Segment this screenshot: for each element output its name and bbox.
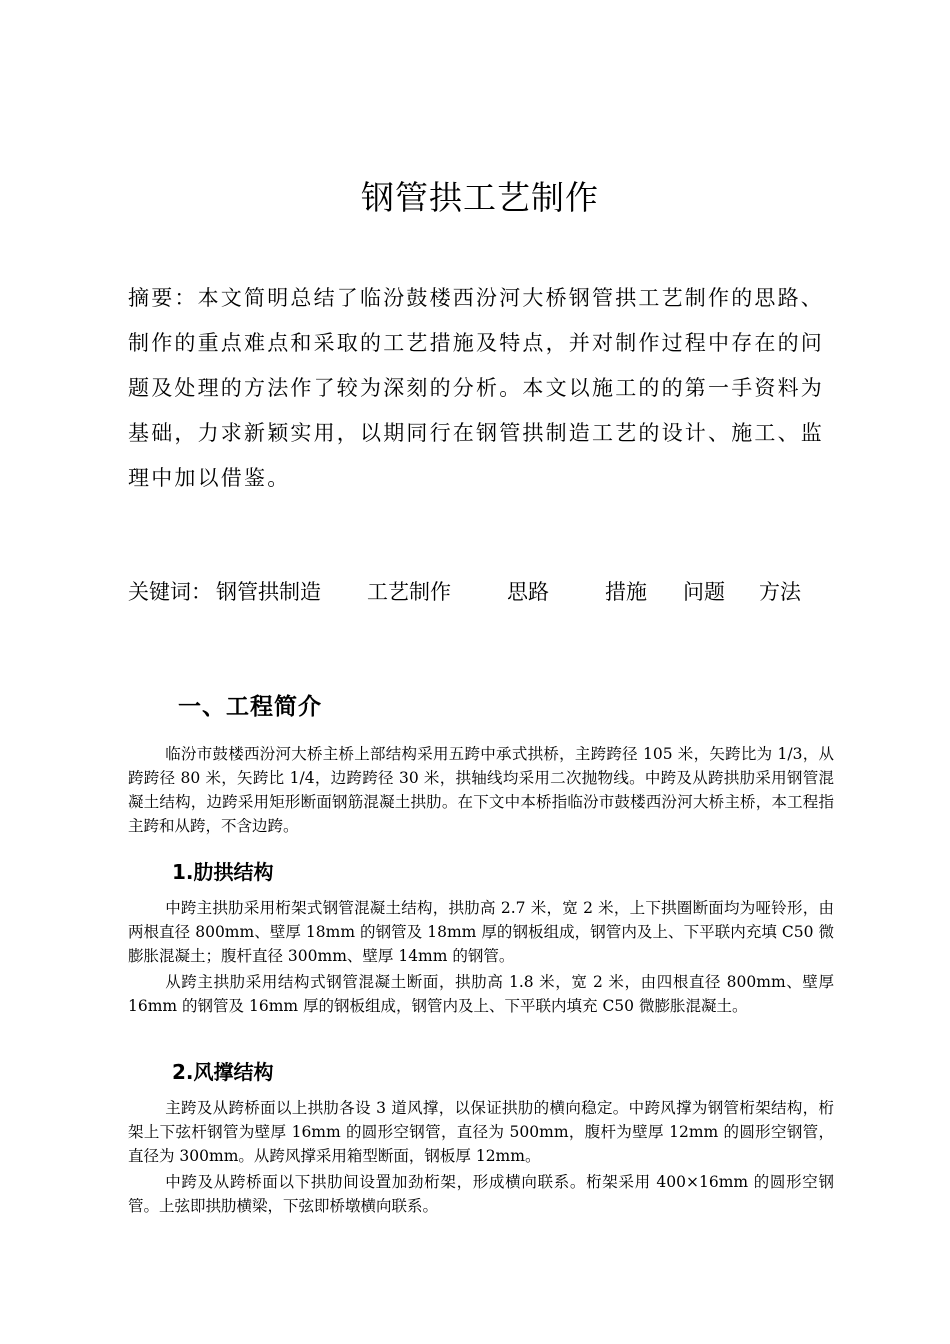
keyword-item: 措施 — [605, 580, 647, 604]
keywords-line — [128, 576, 848, 608]
document-title: 钢管拱工艺制作 — [361, 178, 599, 217]
subsection-heading: 2.风撑结构 — [172, 1060, 274, 1084]
body-paragraph: 从跨主拱肋采用结构式钢管混凝土断面，拱肋高 1.8 米，宽 2 米，由四根直径 800mm、壁厚 16mm 的钢管及 16mm 厚的钢板组成，钢管内及上、下平联内填充 C50 微膨胀混凝土。 — [128, 973, 834, 1015]
keyword-item: 钢管拱制造 — [216, 580, 321, 604]
section-intro-paragraph: 临汾市鼓楼西汾河大桥主桥上部结构采用五跨中承式拱桥，主跨跨径 105 米，矢跨比为 1/3，从跨跨径 80 米，矢跨比 1/4，边跨跨径 30 米，拱轴线均采用二次抛物线。中跨及从跨拱肋采用钢管混凝土结构，边跨采用矩形断面钢筋混凝土拱肋。在下文中本桥指临汾市鼓楼西汾河大桥主桥，本工程指主跨和从跨，不含边跨。 — [128, 745, 834, 835]
keyword-item: 方法 — [759, 580, 801, 604]
keyword-item: 工艺制作 — [367, 580, 451, 604]
keyword-item: 问题 — [683, 580, 725, 604]
subsection-heading: 1.肋拱结构 — [172, 860, 274, 884]
body-paragraph: 中跨及从跨桥面以下拱肋间设置加劲桁架，形成横向联系。桁架采用 400×16mm 的圆形空钢管。上弦即拱肋横梁，下弦即桥墩横向联系。 — [128, 1173, 834, 1215]
abstract-paragraph: 摘要：本文简明总结了临汾鼓楼西汾河大桥钢管拱工艺制作的思路、制作的重点难点和采取的工艺措施及特点，并对制作过程中存在的问题及处理的方法作了较为深刻的分析。本文以施工的的第一手资料为基础，力求新颖实用，以期同行在钢管拱制造工艺的设计、施工、监理中加以借鉴。 — [128, 286, 824, 490]
keywords-label: 关键词： — [128, 580, 212, 604]
body-paragraph: 主跨及从跨桥面以上拱肋各设 3 道风撑，以保证拱肋的横向稳定。中跨风撑为钢管桁架结构，桁架上下弦杆钢管为壁厚 16mm 的圆形空钢管，直径为 500mm，腹杆为壁厚 12mm 的圆形空钢管，直径为 300mm。从跨风撑采用箱型断面，钢板厚 12mm。 — [128, 1099, 834, 1165]
section-heading: 一、工程简介 — [178, 694, 322, 720]
body-paragraph: 中跨主拱肋采用桁架式钢管混凝土结构，拱肋高 2.7 米，宽 2 米，上下拱圈断面均为哑铃形，由两根直径 800mm、壁厚 18mm 的钢管及 18mm 厚的钢板组成，钢管内及上、下平联内充填 C50 微膨胀混凝土；腹杆直径 300mm、壁厚 14mm 的钢管。 — [128, 899, 834, 965]
keyword-item: 思路 — [507, 580, 549, 604]
